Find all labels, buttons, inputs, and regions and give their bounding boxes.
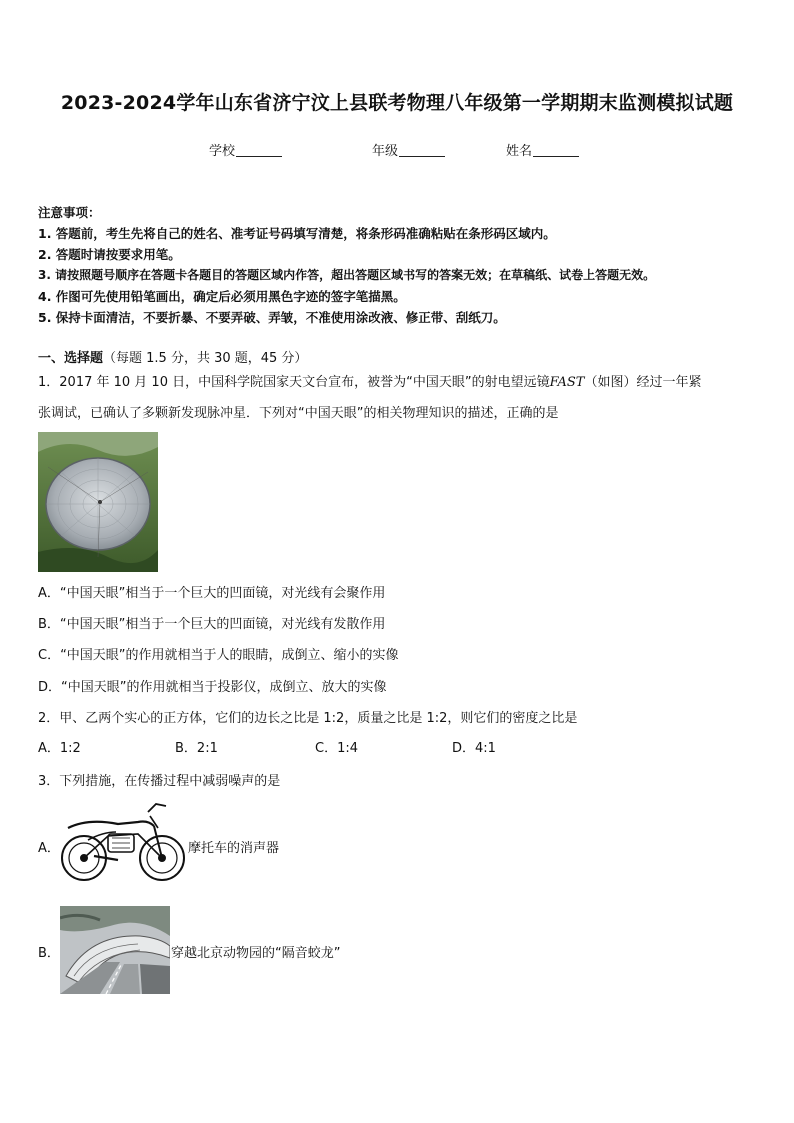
notes-block [38,202,655,328]
q2-option-b[interactable]: B．2:1 [175,741,218,756]
q1-option-c[interactable]: C．“中国天眼”的作用就相当于人的眼睛，成倒立、缩小的实像 [38,648,399,663]
fast-telescope-photo-icon [38,432,158,572]
name-blank[interactable] [533,142,579,157]
q3-option-b-text: 穿越北京动物园的“隔音蛟龙” [171,946,341,961]
note-item: 4. 作图可先使用铅笔画出，确定后必须用黑色字迹的签字笔描黑。 [38,289,406,304]
q1-line1a: 1．2017 年 10 月 10 日，中国科学院国家天文台宣布，被誉为“中国天眼”的射电望远镜 [38,375,550,390]
q1-line1b: （如图）经过一年紧 [584,375,702,390]
motorcycle-image [58,798,188,888]
name-field[interactable] [506,140,579,159]
q3-option-a-text: 摩托车的消声器 [188,841,280,856]
notes-heading: 注意事项： [38,205,101,220]
page-title: 2023-2024学年山东省济宁汶上县联考物理八年级第一学期期末监测模拟试题 [60,92,734,114]
note-item: 5. 保持卡面清洁，不要折暴、不要弄破、弄皱，不准使用涂改液、修正带、刮纸刀。 [38,310,506,325]
q3-option-b-letter[interactable]: B． [38,946,60,961]
soundproof-tunnel-icon [60,906,170,994]
q2-option-d[interactable]: D．4:1 [452,741,496,756]
q2-option-a[interactable]: A．1:2 [38,741,81,756]
q1-line2: 张调试，已确认了多颗新发现脉冲星．下列对“中国天眼”的相关物理知识的描述，正确的是 [38,406,559,421]
q1-option-a[interactable]: A．“中国天眼”相当于一个巨大的凹面镜，对光线有会聚作用 [38,586,386,601]
motorcycle-icon [58,798,188,888]
note-item: 3. 请按照题号顺序在答题卡各题目的答题区域内作答，超出答题区域书写的答案无效；在草稿纸、试卷上答题无效。 [38,268,656,282]
note-item: 2. 答题时请按要求用笔。 [38,247,181,262]
soundproof-tunnel-image [60,906,170,994]
fast-telescope-image [38,432,158,572]
question-3-text: 3．下列措施，在传播过程中减弱噪声的是 [38,774,281,789]
section-heading [38,347,307,366]
q1-option-d[interactable]: D．“中国天眼”的作用就相当于投影仪，成倒立、放大的实像 [38,680,387,695]
school-blank[interactable] [236,142,282,157]
grade-label: 年级 [372,144,399,159]
question-1-text [38,367,701,429]
note-item: 1. 答题前，考生先将自己的姓名、准考证号码填写清楚，将条形码准确粘贴在条形码区域内。 [38,226,556,241]
grade-blank[interactable] [399,142,445,157]
q3-option-a-letter[interactable]: A． [38,841,60,856]
q1-fast: FAST [549,375,585,390]
q2-option-c[interactable]: C．1:4 [315,741,358,756]
q1-option-b[interactable]: B．“中国天眼”相当于一个巨大的凹面镜，对光线有发散作用 [38,617,386,632]
school-field[interactable] [209,140,282,159]
question-2-text: 2．甲、乙两个实心的正方体，它们的边长之比是 1:2，质量之比是 1:2，则它们的密度之比是 [38,711,578,726]
school-label: 学校 [209,144,236,159]
name-label: 姓名 [506,144,533,159]
grade-field[interactable] [372,140,445,159]
section-subtitle: （每题 1.5 分，共 30 题，45 分） [103,351,308,366]
section-title: 一、选择题 [38,351,104,366]
